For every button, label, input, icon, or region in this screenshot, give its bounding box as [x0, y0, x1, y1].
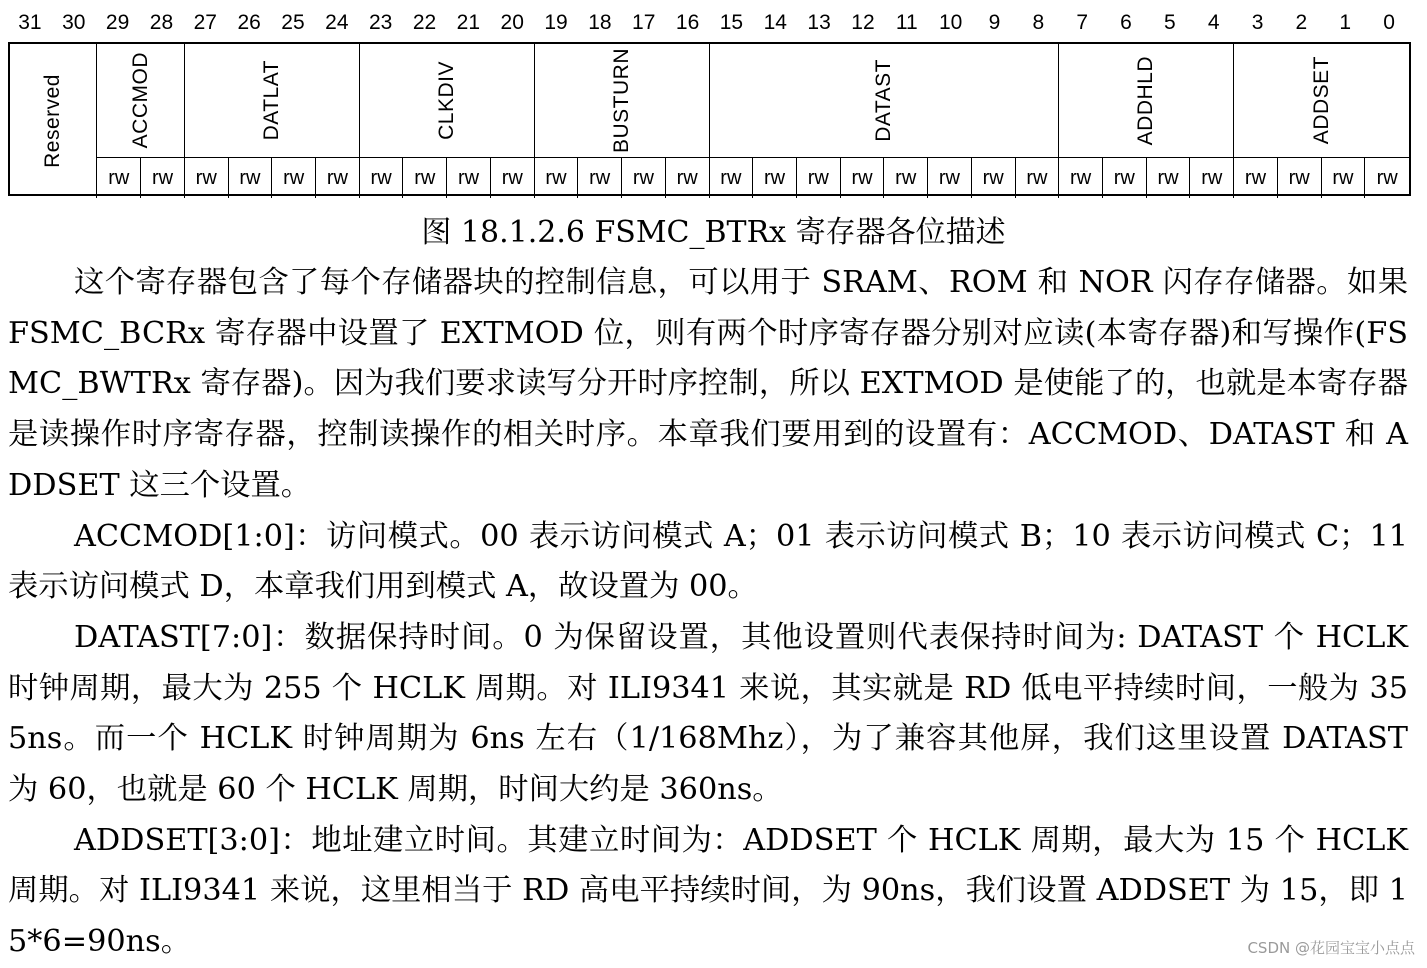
bit-number: 26 — [237, 11, 261, 34]
access-type-cell: rw — [884, 158, 928, 198]
field-label: DATLAT — [259, 60, 283, 141]
access-type-cell: rw — [1278, 158, 1322, 198]
field-addset — [1234, 44, 1409, 158]
access-type-cell: rw — [928, 158, 972, 198]
access-type-cell: rw — [1103, 158, 1147, 198]
access-type-cell: rw — [403, 158, 447, 198]
figure-caption: 图 18.1.2.6 FSMC_BTRx 寄存器各位描述 — [421, 215, 1006, 250]
bit-number: 21 — [456, 11, 481, 34]
register-diagram — [8, 42, 1411, 196]
field-datast — [710, 44, 1060, 158]
bit-number: 3 — [1251, 11, 1264, 34]
bit-number: 1 — [1339, 11, 1352, 34]
bit-number: 20 — [500, 11, 524, 34]
access-type-cell: rw — [753, 158, 797, 198]
bit-number: 8 — [1032, 11, 1045, 34]
access-type-cell: rw — [1059, 158, 1103, 198]
access-type-cell: rw — [360, 158, 404, 198]
access-type-cell: rw — [622, 158, 666, 198]
field-label: BUSTURN — [609, 47, 633, 153]
bit-number: 9 — [988, 11, 1001, 34]
bit-number: 19 — [544, 11, 568, 34]
bit-number: 16 — [675, 11, 700, 34]
access-type-cell: rw — [229, 158, 273, 198]
bit-number: 10 — [938, 11, 963, 34]
bit-number: 13 — [807, 11, 831, 34]
bit-number: 27 — [193, 11, 217, 34]
bit-number: 11 — [895, 11, 918, 34]
field-addhld — [1059, 44, 1234, 158]
access-type-cell: rw — [797, 158, 841, 198]
access-type-cell: rw — [316, 158, 360, 198]
field-clkdiv — [360, 44, 535, 158]
bit-number: 12 — [851, 11, 875, 34]
access-type-cell: rw — [1147, 158, 1191, 198]
access-type-cell: rw — [972, 158, 1016, 198]
bit-number: 29 — [105, 11, 130, 34]
description-text — [8, 258, 1408, 968]
access-type-cell: rw — [1190, 158, 1234, 198]
field-label: ACCMOD — [128, 52, 152, 149]
bit-number: 15 — [719, 11, 744, 34]
access-type-cell: rw — [710, 158, 754, 198]
bit-number: 23 — [368, 11, 393, 34]
paragraph-accmod: ACCMOD[1:0]：访问模式。00 表示访问模式 A；01 表示访问模式 B；10 表示访问模式 C；11 表示访问模式 D，本章我们用到模式 A，故设置为 00。 — [8, 518, 1408, 605]
paragraph-intro: 这个寄存器包含了每个存储器块的控制信息，可以用于 SRAM、ROM 和 NOR 闪存存储器。如果 FSMC_BCRx 寄存器中设置了 EXTMOD 位，则有两个时序寄存器分别对应读(本寄存器)和写操作(FSMC_BWTRx 寄存器)。因为我们要求读写分开时序控制，所以 EXTMOD 是使能了的，也就是本寄存器是读操作时序寄存器，控制读操作的相关时序。本章我们要用到的设置有：ACCMOD、DATAST 和 ADDSET 这三个设置。 — [8, 265, 1408, 503]
bit-number: 31 — [18, 11, 42, 34]
bit-number: 2 — [1295, 11, 1308, 34]
access-type-cell: rw — [491, 158, 535, 198]
paragraph-addset: ADDSET[3:0]：地址建立时间。其建立时间为：ADDSET 个 HCLK 周期，最大为 15 个 HCLK 周期。对 ILI9341 来说，这里相当于 RD 高电平持续时间，为 90ns，我们设置 ADDSET 为 15，即 15*6=90ns。 — [8, 822, 1408, 960]
access-type-cell: rw — [666, 158, 710, 198]
bit-number: 30 — [62, 11, 86, 34]
access-type-cell: rw — [447, 158, 491, 198]
field-busturn — [535, 44, 710, 158]
field-reserved — [10, 44, 97, 198]
bit-number: 24 — [325, 11, 349, 34]
bit-number: 22 — [412, 11, 437, 34]
access-type-cell: rw — [535, 158, 579, 198]
bit-number: 4 — [1207, 11, 1220, 34]
field-label: ADDHLD — [1134, 55, 1158, 146]
csdn-watermark: CSDN @花园宝宝小点点 — [1247, 939, 1415, 957]
bit-number: 7 — [1076, 11, 1089, 34]
bit-number: 25 — [281, 11, 305, 34]
access-type-cell: rw — [1322, 158, 1366, 198]
access-type-cell: rw — [97, 158, 141, 198]
bit-number: 17 — [632, 11, 656, 34]
paragraph-datast: DATAST[7:0]：数据保持时间。0 为保留设置，其他设置则代表保持时间为: DATAST 个 HCLK 时钟周期，最大为 255 个 HCLK 周期。对 ILI9341 来说，其实就是 RD 低电平持续时间，一般为 355ns。而一个 HCLK 时钟周期为 6ns 左右（1/168Mhz），为了兼容其他屏，我们这里设置 DATAST 为 60，也就是 60 个 HCLK 周期，时间大约是 360ns。 — [8, 619, 1408, 808]
field-accmod — [97, 44, 184, 158]
bit-number: 18 — [588, 11, 612, 34]
access-type-cell: rw — [1234, 158, 1278, 198]
field-label: Reserved — [41, 74, 65, 168]
bit-number: 0 — [1383, 11, 1395, 34]
access-type-cell: rw — [841, 158, 885, 198]
bit-number: 6 — [1120, 11, 1132, 34]
access-type-cell: rw — [578, 158, 622, 198]
field-label: DATAST — [871, 59, 895, 142]
access-type-cell: rw — [272, 158, 316, 198]
bit-number: 28 — [149, 11, 174, 34]
bit-number: 14 — [763, 11, 787, 34]
field-label: CLKDIV — [434, 61, 458, 140]
access-type-cell: rw — [1016, 158, 1060, 198]
access-type-cell: rw — [1376, 166, 1398, 189]
field-label: ADDSET — [1309, 56, 1333, 145]
bit-number: 5 — [1164, 11, 1176, 34]
field-datlat — [185, 44, 360, 158]
bit-number-row — [8, 8, 1411, 38]
access-type-cell: rw — [185, 158, 229, 198]
access-type-cell: rw — [141, 158, 185, 198]
